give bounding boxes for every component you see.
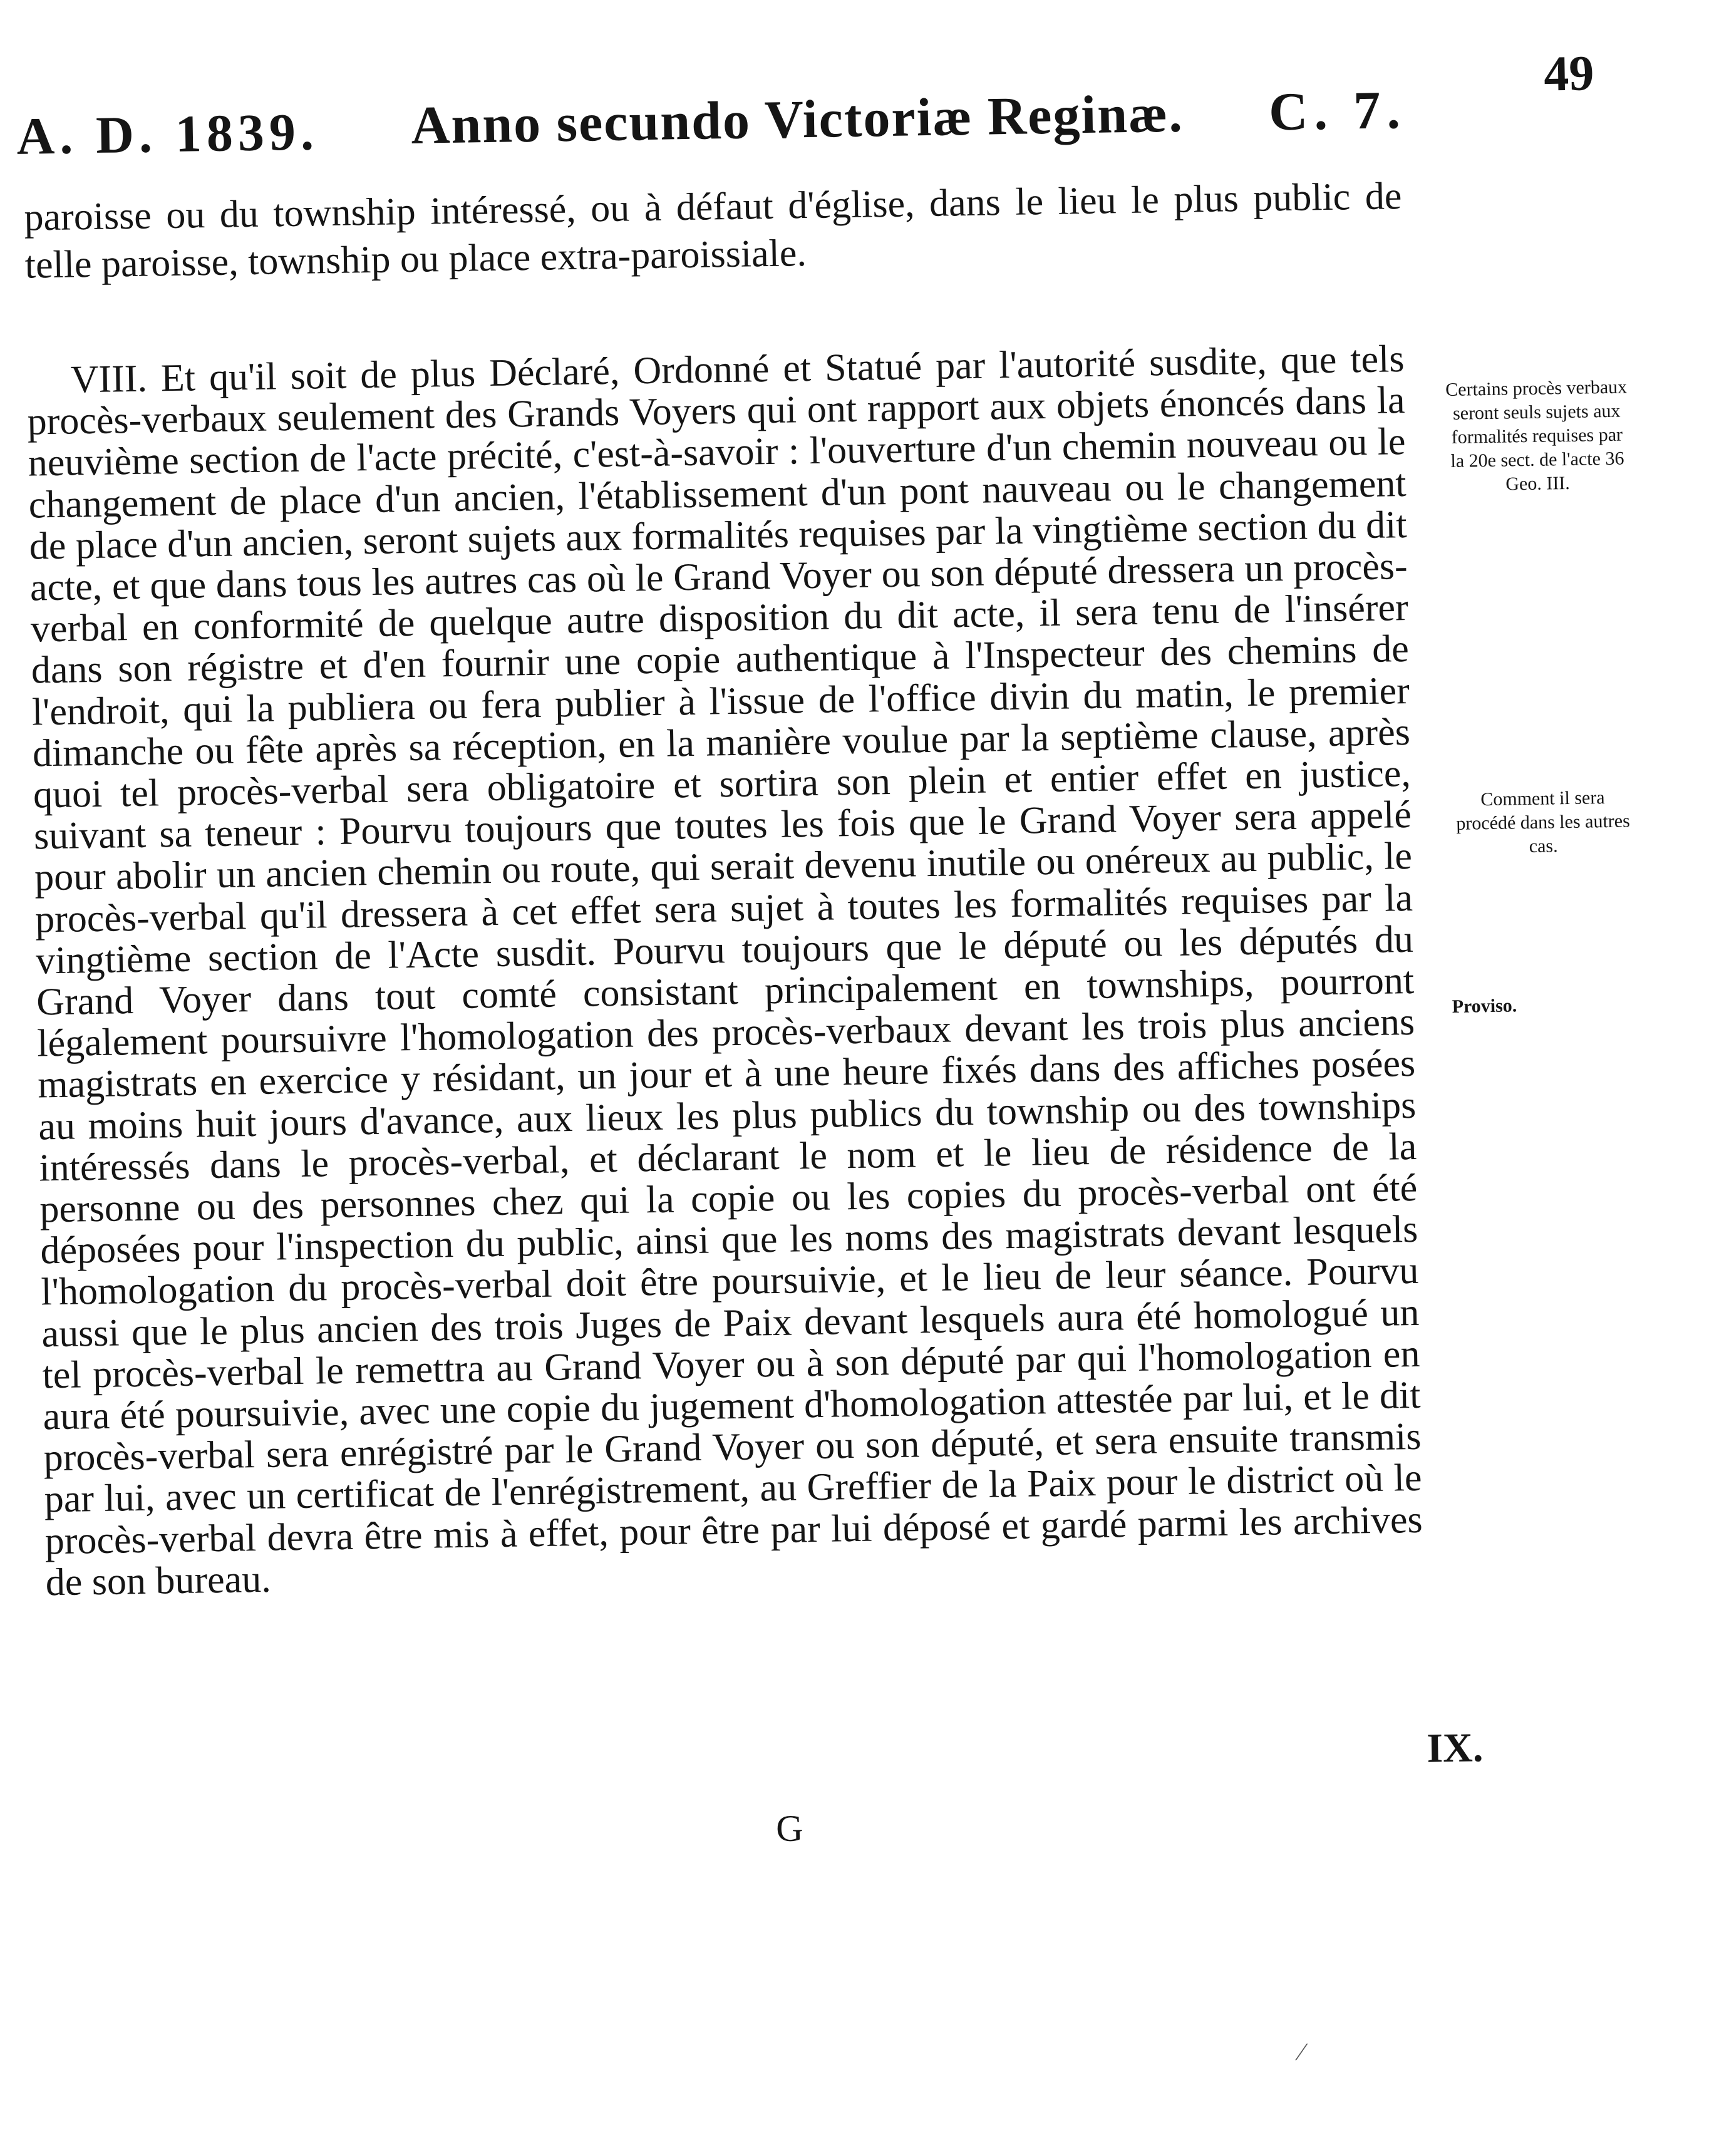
marginal-note-proviso: Proviso. bbox=[1452, 995, 1517, 1017]
section-viii-text: VIII. Et qu'il soit de plus Déclaré, Ordonné et Statué par l'autorité susdite, que tels procès-verbaux seulement des Grands Voyers qui ont rapport aux objets énoncés dans la neuvième section de l'acte précité, c'est-à-savoir : l'ouverture d'un chemin nouveau ou le changement de place d'un ancien, l'établissement d'un pont nauveau ou le changement de place d'un ancien, seront sujets aux formalités requises par la vingtième section du dit acte, et que dans tous les autres cas où le Grand Voyer ou son député dressera un procès-verbal en conformité de quelque autre disposition du dit acte, il sera tenu de l'insérer dans son régistre et d'en fournir une copie authentique à l'Inspecteur des chemins de l'endroit, qui la publiera ou fera publier à l'issue de l'office divin du matin, le premier dimanche ou fête après sa réception, en la manière voulue par la septième clause, après quoi tel procès-verbal sera obligatoire et sortira son plein et entier effet en justice, suivant sa teneur : Pourvu toujours que toutes les fois que le Grand Voyer sera appelé pour abolir un ancien chemin ou route, qui serait devenu inutile ou onéreux au public, le procès-verbal qu'il dressera à cet effet sera sujet à toutes les formalités requises par la vingtième section de l'Acte susdit. Pourvu toujours que le député ou les députés du Grand Voyer dans tout comté consistant principalement en townships, pourront légalement poursuivre l'homologation des procès-verbaux devant les trois plus anciens magistrats en exercice y résidant, un jour et à une heure fixés dans des affiches posées au moins huit jours d'avance, aux lieux les plus publics du township ou des townships intéressés dans le procès-verbal, et déclarant le nom et le lieu de résidence de la personne ou des personnes chez qui la copie ou les copies du procès-verbal ont été déposées pour l'inspection du public, ainsi que les noms des magistrats devant lesquels l'homologation du procès-verbal doit être poursuivie, et le lieu de leur séance. Pourvu aussi que le plus ancien des trois Juges de Paix devant lesquels aura été homologué un tel procès-verbal le remettra au Grand Voyer ou à son député par qui l'homologation en aura été poursuivie, avec une copie du jugement d'homologation attestée par lui, et le dit procès-verbal sera enrégistré par le Grand Voyer ou son député, et sera ensuite transmis par lui, avec un certificat de l'enrégistrement, au Greffier de la Paix pour le district où le procès-verbal devra être mis à effet, pour être par lui déposé et gardé parmi les archives de son bureau. bbox=[27, 338, 1423, 1604]
stray-mark: ⁄ bbox=[1299, 2037, 1304, 2066]
carryover-paragraph bbox=[24, 172, 1403, 289]
catchword: IX. bbox=[1426, 1725, 1484, 1772]
header-year: A. D. 1839. bbox=[16, 103, 319, 166]
carryover-text: paroisse ou du township intéressé, ou à défaut d'église, dans le lieu le plus public de telle paroisse, township ou place extra-paroissiale. bbox=[24, 175, 1402, 287]
section-viii bbox=[26, 338, 1423, 1603]
page-number: 49 bbox=[1543, 46, 1594, 102]
signature-mark: G bbox=[775, 1807, 804, 1850]
marginal-note-1: Certains procès verbaux seront seuls sujets aux formalités requises par la 20e sect. de l'acte 36 Geo. III. bbox=[1445, 376, 1628, 495]
running-header bbox=[16, 46, 1658, 182]
header-chapter: C. 7. bbox=[1268, 79, 1407, 142]
marginal-note-2: Comment il sera procédé dans les autres cas. bbox=[1456, 787, 1630, 857]
header-title: Anno secundo Victoriæ Reginæ. bbox=[410, 83, 1184, 155]
